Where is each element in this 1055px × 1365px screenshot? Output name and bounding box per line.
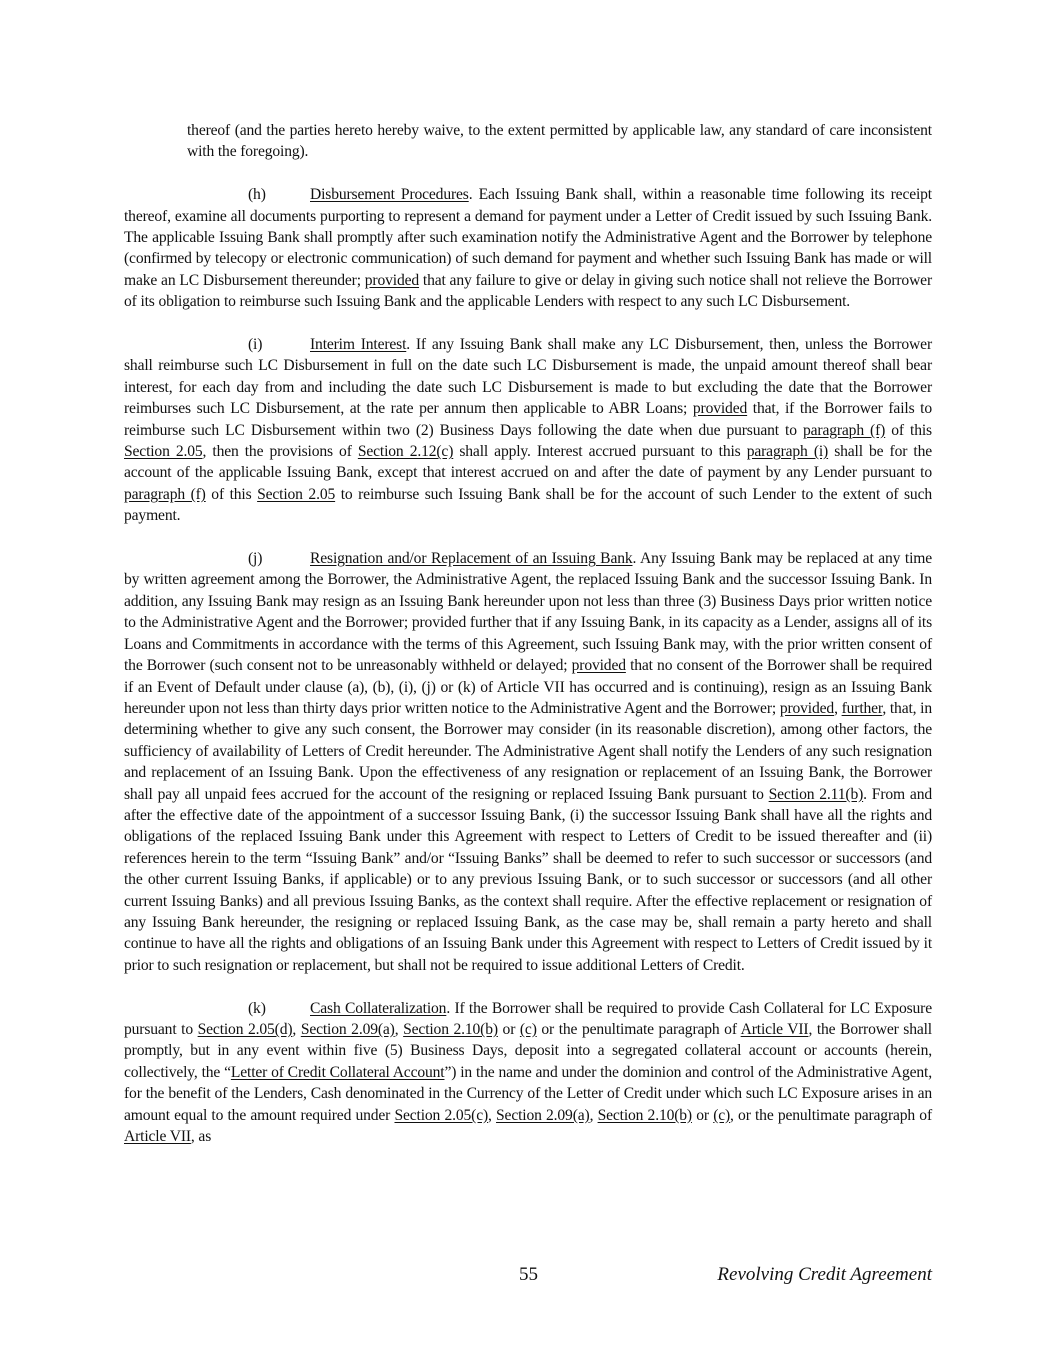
paragraph-text: . If any Issuing Bank shall make any LC Disbursement, then, unless the Borrower shall reimburse such LC Disbursement in full on the date such LC Disbursement is made, the unpaid amount thereof shall bear interest, for each day from and including the date such LC Disbursement is made to but excluding the date that the Borrower reimburses such LC Disbursement, at the rate per annum then applicable to ABR Loans; (124, 336, 932, 418)
underlined-reference: Section 2.12(c) (357, 443, 454, 461)
underlined-reference: Section 2.11(b) (768, 785, 864, 803)
paragraph-text: that, if the Borrower fails to reimburse such LC Disbursement within two (2) Business Days following the date when due pursuant to (124, 400, 932, 439)
paragraph-text: that no consent of the Borrower shall be required if an Event of Default under clause (a), (b), (i), (j) or (k) of Article VII has occurred and is continuing), resign as an Issuing Bank hereunder upon not less than thirty days prior written notice to the Administrative Agent and the Borrower; (124, 657, 932, 717)
paragraph-text: , as (190, 1128, 212, 1146)
underlined-reference: Section 2.05 (124, 443, 203, 461)
paragraph-text: , (292, 1021, 301, 1038)
document-body (124, 120, 932, 1169)
underlined-reference: Letter of Credit Collateral Account (230, 1063, 445, 1081)
underlined-reference: Section 2.05(c) (394, 1106, 489, 1124)
paragraph-text: . If the Borrower shall be required to provide Cash Collateral for LC Exposure pursuant to (124, 999, 932, 1038)
paragraph-text: or (691, 1106, 714, 1124)
paragraph-text: , that, in determining whether to give any such consent, the Borrower may consider (in its reasonable discretion), among other factors, the sufficiency of availability of Letters of Credit hereunder. The Administrative Agent shall notify the Lenders of any such resignation and replacement of an Issuing Bank. Upon the effectiveness of any resignation or replacement of an Issuing Bank, the Borrower shall pay all unpaid fees accrued for the account of the resigning or replaced Issuing Bank pursuant to (124, 699, 933, 803)
paragraph-text: of this (885, 421, 932, 439)
paragraph-label: (k) (248, 999, 266, 1017)
underlined-reference: paragraph (f) (802, 421, 886, 439)
underlined-reference: provided (571, 657, 626, 675)
page-number: 55 (519, 1264, 538, 1285)
underlined-reference: provided (364, 271, 420, 289)
underlined-reference: Section 2.09(a) (496, 1106, 590, 1124)
underlined-reference: Section 2.09(a) (300, 1021, 395, 1038)
paragraph-text: shall be for the account of the applicable Issuing Bank, except that interest accrued on and after the date of payment by any Lender pursuant to (124, 443, 932, 482)
underlined-reference: Section 2.10(b) (597, 1106, 692, 1124)
underlined-reference: Resignation and/or Replacement of an Issuing Bank (310, 550, 633, 568)
underlined-reference: Article VII (740, 1021, 809, 1038)
underlined-reference: Cash Collateralization (310, 999, 447, 1017)
paragraph-text: , (589, 1106, 598, 1124)
paragraph-text: or (497, 1021, 520, 1038)
paragraph-text: . From and after the effective date of the appointment of a successor Issuing Bank, (i) the successor Issuing Bank shall have all the rights and obligations of the replaced Issuing Bank under this Agreement with respect to Letters of Credit to be issued thereafter and (ii) references herein to the term “Issuing Bank” and/or “Issuing Banks” shall be deemed to refer to such successor or successors (and the other current Issuing Banks, if applicable) or to any previous Issuing Bank, or to such successor or successors (and all other current Issuing Banks) and all previous Issuing Banks, as the context shall require. After the effective replacement or resignation of any Issuing Bank hereunder, the resigning or replaced Issuing Bank, as the case may be, shall remain a party hereto and shall continue to have all the rights and obligations of an Issuing Bank under this Agreement with respect to Letters of Credit issued by it prior to such resignation or replacement, but shall not be required to issue additional Letters of Credit. (124, 785, 932, 974)
paragraph-text: , (488, 1106, 497, 1124)
underlined-reference: provided (779, 699, 835, 717)
underlined-reference: provided (692, 400, 748, 418)
section-paragraph-j (124, 548, 932, 976)
underlined-reference: Section 2.10(b) (403, 1021, 498, 1038)
paragraph-text: thereof (and the parties hereto hereby waive, to the extent permitted by applicable law, any standard of care inconsistent with the foregoing). (187, 122, 932, 161)
underlined-reference: further (841, 699, 883, 717)
paragraph-text: ”) in the name and under the dominion and control of the Administrative Agent, for the benefit of the Lenders, Cash denominated in the Currency of the Letter of Credit under which such LC Exposure arises in an amount equal to the amount required under (124, 1063, 932, 1124)
underlined-reference: Article VII (124, 1128, 191, 1146)
underlined-reference: Disbursement Procedures (310, 186, 469, 204)
paragraph-text: , the Borrower shall promptly, but in any event within five (5) Business Days, deposit into a segregated collateral account or accounts (herein, collectively, the “ (124, 1021, 932, 1081)
paragraph-label: (i) (248, 336, 263, 354)
document-title: Revolving Credit Agreement (717, 1264, 932, 1285)
paragraph-label: (j) (248, 550, 263, 568)
paragraph-text: of this (205, 485, 258, 503)
paragraph-text: that any failure to give or delay in giving such notice shall not relieve the Borrower of its obligation to reimburse such Issuing Bank and the applicable Lenders with respect to any such LC Disbursement. (124, 271, 932, 311)
paragraph-text: shall apply. Interest accrued pursuant to this (453, 443, 747, 461)
underlined-reference: (c) (713, 1106, 731, 1124)
section-paragraph-h (124, 184, 932, 312)
underlined-reference: Section 2.05(d) (197, 1021, 293, 1038)
underlined-reference: (c) (519, 1021, 537, 1038)
underlined-reference: Interim Interest (310, 336, 407, 354)
underlined-reference: paragraph (f) (124, 485, 206, 503)
paragraph-text: . Any Issuing Bank may be replaced at any time by written agreement among the Borrower, the Administrative Agent, the replaced Issuing Bank and the successor Issuing Bank. In addition, any Issuing Bank may resign as an Issuing Bank hereunder upon not less than three (3) Business Days prior written notice to the Administrative Agent and the Borrower; provided further that if any Issuing Bank, in its capacity as a Lender, assigns all of its Loans and Commitments in accordance with the terms of this Agreement, such Issuing Bank may, with the prior written consent of the Borrower (such consent not to be unreasonably withheld or delayed; (124, 550, 933, 675)
paragraph-text: , or the penultimate paragraph of (730, 1106, 932, 1124)
continuation-paragraph (187, 120, 932, 163)
paragraph-text: , then the provisions of (202, 443, 358, 461)
paragraph-text: , (394, 1021, 404, 1038)
underlined-reference: paragraph (i) (746, 443, 829, 461)
paragraph-label: (h) (248, 186, 266, 204)
section-paragraph-i (124, 334, 932, 527)
section-paragraph-k (124, 998, 932, 1148)
underlined-reference: Section 2.05 (257, 485, 336, 503)
paragraph-text: or the penultimate paragraph of (536, 1021, 741, 1038)
paragraph-text: , (834, 699, 842, 717)
paragraph-text: . Each Issuing Bank shall, within a reasonable time following its receipt thereof, examine all documents purporting to represent a demand for payment under a Letter of Credit issued by such Issuing Bank. The applicable Issuing Bank shall promptly after such examination notify the Administrative Agent and the Borrower by telephone (confirmed by telecopy or electronic communication) of such demand for payment and whether such Issuing Bank has made or will make an LC Disbursement thereunder; (124, 186, 932, 289)
paragraph-text: to reimburse such Issuing Bank shall be for the account of such Lender to the extent of such payment. (124, 485, 932, 525)
